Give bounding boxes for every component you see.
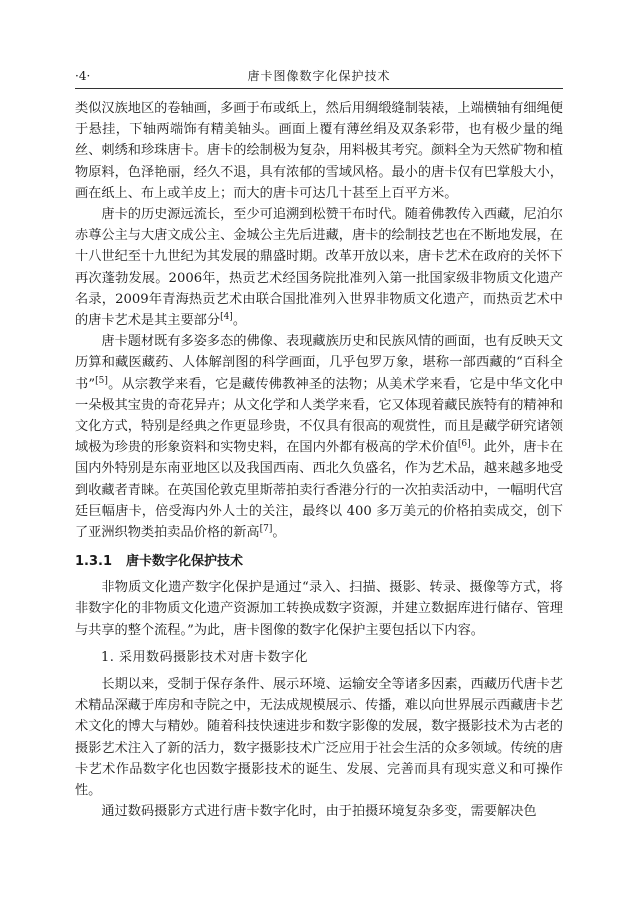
section-number: 1.3.1 <box>75 554 113 570</box>
page-number: ·4· <box>75 69 91 83</box>
citation-6: [6] <box>457 439 471 450</box>
subsection-heading: 1. 采用数码摄影技术对唐卡数字化 <box>101 649 309 665</box>
paragraph-themes-text-a: 唐卡题材既有多姿多态的佛像、表现藏族历史和民族风情的画面，也有反映天文历算和藏医藏药、人体解剖图的科学画面，几乎包罗万象，堪称一部西藏的“百科全书” <box>75 334 563 392</box>
paragraph-final: 通过数码摄影方式进行唐卡数字化时，由于拍摄环境复杂多变，需要解决色 <box>101 804 537 820</box>
paragraph-themes-text-b: 。从宗教学来看，它是藏传佛教神圣的法物；从美术学来看，它是中华文化中一朵极其宝贵的奇花异卉；从文化学和人类学来看，它又体现着藏民族特有的精神和文化方式，特别是经典之作更显珍贵，不仅具有很高的观赏性，而且是藏学研究诸领域极为珍贵的形象资料和实物史料，在国内外都有极高的学术价值 <box>75 376 564 456</box>
paragraph-themes-text-c: 。此外，唐卡在国内外特别是东南亚地区以及我国西南、西北久负盛名，作为艺术品，越来越多地受到收藏者青睐。在英国伦敦克里斯蒂拍卖行香港分行的一次拍卖活动中，一幅明代宫廷巨幅唐卡，倍受海内外人士的关注，最终以 400 多万美元的价格拍卖成交，创下了亚洲织物类拍卖品价格的新高 <box>75 440 564 541</box>
paragraph-continuation: 类似汉族地区的卷轴画，多画于布或纸上，然后用绸缎缝制装裱，上端横轴有细绳便于悬挂，下轴两端饰有精美轴头。画面上覆有薄丝绢及双条彩带，也有极少量的绳丝、刺绣和珍珠唐卡。唐卡的绘制极为复杂，用料极其考究。颜料全为天然矿物和植物原料，色泽艳丽，经久不退，具有浓郁的雪域风格。最小的唐卡仅有巴掌般大小，画在纸上、布上或羊皮上；而大的唐卡可达几十甚至上百平方米。 <box>75 101 563 201</box>
section-title: 唐卡数字化保护技术 <box>126 554 244 570</box>
section-heading <box>75 551 563 573</box>
header-divider <box>75 88 563 89</box>
citation-4: [4] <box>220 312 233 323</box>
paragraph-themes-end: 。 <box>272 525 286 541</box>
page-header <box>75 68 563 88</box>
citation-7: [7] <box>259 524 273 535</box>
paragraph-history-text: 唐卡的历史源远流长，至少可追溯到松赞干布时代。随着佛教传入西藏，尼泊尔赤尊公主与大唐文成公主、金城公主先后进藏，唐卡的绘制技艺也在不断地发展，在十八世纪至十九世纪为其发展的鼎盛时期。改革开放以来，唐卡艺术在政府的关怀下再次蓬勃发展。2006年，热贡艺术经国务院批准列入第一批国家级非物质文化遗产名录，2009年青海热贡艺术由联合国批准列入世界非物质文化遗产，而热贡艺术中的唐卡艺术是其主要部分 <box>75 207 563 329</box>
paragraph-photography: 长期以来，受制于保存条件、展示环境、运输安全等诸多因素，西藏历代唐卡艺术精品深藏于库房和寺院之中，无法成规模展示、传播，难以向世界展示西藏唐卡艺术文化的博大与精妙。随着科技快速进步和数字影像的发展，数字摄影技术为古老的摄影艺术注入了新的活力，数字摄影技术广泛应用于社会生活的众多领域。传统的唐卡艺术作品数字化也因数字摄影技术的诞生、发展、完善而具有现实意义和可操作性。 <box>75 677 563 799</box>
document-body <box>75 98 563 823</box>
paragraph-history <box>75 204 563 331</box>
paragraph-definition: 非物质文化遗产数字化保护是通过“录入、扫描、摄影、转录、摄像等方式，将非数字化的非物质文化遗产资源加工转换成数字资源，并建立数据库进行储存、管理与共享的整个流程。”为此，唐卡图像的数字化保护主要包括以下内容。 <box>75 580 563 638</box>
citation-5: [5] <box>95 375 108 386</box>
paragraph-themes <box>75 331 563 543</box>
paragraph-history-end: 。 <box>232 313 246 329</box>
running-title: 唐卡图像数字化保护技术 <box>247 69 391 83</box>
